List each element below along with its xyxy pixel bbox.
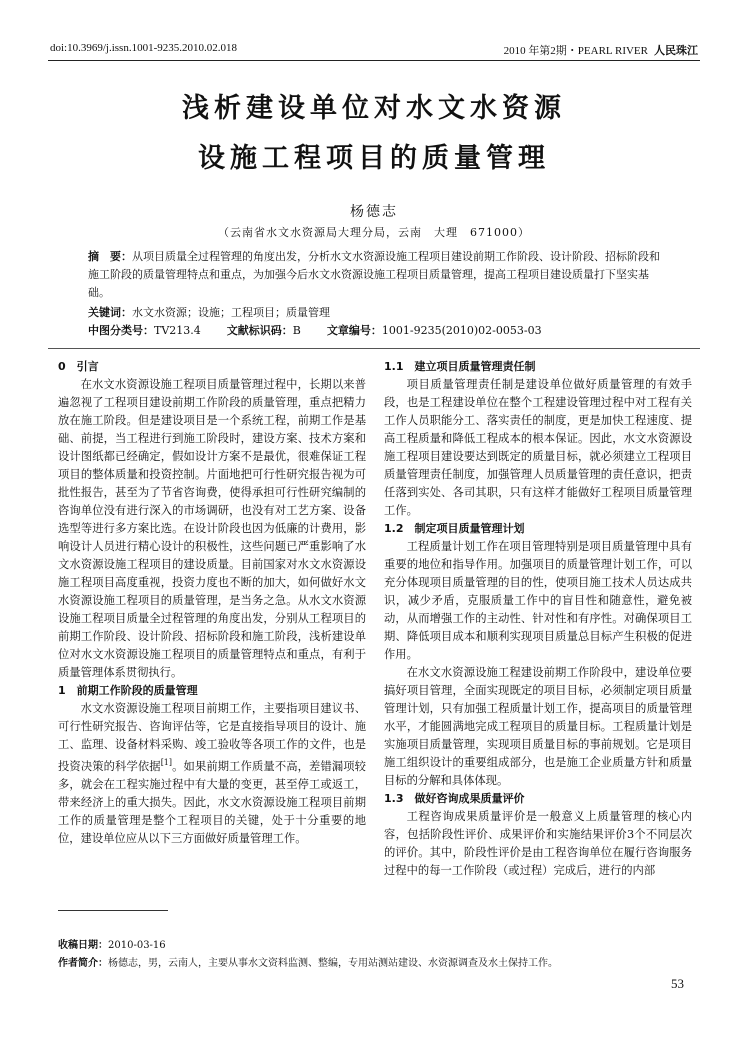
received-date: [58, 936, 698, 951]
section-1-3-paragraph: 工程咨询成果质量评价是一般意义上质量管理的核心内容，包括阶段性评价、成果评价和实施结果评价3个不同层次的评价。其中，阶段性评价是由工程咨询单位在履行咨询服务过程中的每一工作阶段（或过程）完成后，进行的内部: [384, 810, 692, 877]
clc-value: TV213.4: [154, 324, 201, 337]
page-number: 53: [671, 976, 684, 991]
journal-name: 人民珠江: [654, 44, 698, 57]
section-divider: [48, 348, 700, 349]
abstract-label: 摘 要：: [88, 250, 132, 263]
section-1-2-paragraph-1: 工程质量计划工作在项目管理特别是项目质量管理中具有重要的地位和指导作用。加强项目的质量管理计划工作，可以充分体现项目质量管理的目的性，使项目施工技术人员达成共识，减少矛盾，克服质量工作中的盲目性和随意性，避免被动，从而增强工作的主动性、针对性和有序性。对确保项目工期、降低项目成本和顺利实现项目质量总目标产生积极的促进作用。: [384, 540, 692, 661]
received-value: 2010-03-16: [108, 940, 166, 951]
section-1-text-b: 。如果前期工作质量不高，差错漏项较多，就会在工程实施过程中有大量的变更，甚至停工或返工，带来经济上的重大损失。因此，水文水资源设施工程项目前期工作的质量管理是整个工程项目的关键，处于十分重要的地位，建设单位应从以下三方面做好质量管理工作。: [58, 759, 366, 845]
left-column: [58, 358, 366, 848]
section-1-2-paragraph-2: 在水文水资源设施工程建设前期工作阶段中，建设单位要搞好项目管理，全面实现既定的项目目标，必须制定项目质量管理计划，只有加强工程质量计划工作，提高项目的质量管理水平，才能圆满地完成工程项目的质量目标。工程质量计划是实施项目质量管理，实现项目质量目标的事前规划。它是项目施工组织设计的重要组成部分，也是施工企业质量方针和质量目标的分解和具体体现。: [384, 666, 692, 787]
author-affiliation: （云南省水文水资源局大理分局，云南 大理 671000）: [218, 226, 530, 239]
doc-code-value: B: [292, 324, 301, 337]
right-column: [384, 358, 692, 880]
section-0-paragraph: 在水文水资源设施工程项目质量管理过程中，长期以来普遍忽视了工程项目建设前期工作阶段的质量管理，重点把精力放在施工阶段。但是建设项目是一个系统工程，前期工作是基础、前提，当工程进行到施工阶段时，建设方案、技术方案和设计图纸都已经确定，假如设计方案不是最优，很难保证工程项目的整体质量和投资控制。片面地把可行性研究报告视为可批性报告，甚至为了节省咨询费，使得承担可行性研究编制的咨询单位没有进行深入的市场调研，也没有对工艺方案、设备选型等进行多方案比选。在设计阶段也因为低廉的计费用，影响设计人员进行精心设计的积极性，这些问题已严重影响了水文水资源设施工程项目的建设质量。目前国家对水文水资源设施工程项目高度重视，投资力度也不断的加大，如何做好水文水资源设施工程项目的质量管理，是当务之急。从水文水资源设施工程项目质量全过程管理的角度出发，分别从工程项目的前期工作阶段、设计阶段、招标阶段和施工阶段，浅析建设单位对水文水资源设施工程项目的质量管理特点和重点，有利于质量管理体系贯彻执行。: [58, 378, 366, 679]
section-0-heading: 0 引言: [58, 360, 99, 373]
author-bio: [58, 954, 698, 969]
clc-label: 中图分类号：: [88, 324, 154, 337]
journal-info: 2010 年第2期・PEARL RIVER: [503, 45, 648, 57]
received-label: 收稿日期：: [58, 940, 108, 951]
author-bio-label: 作者简介：: [58, 958, 108, 969]
article-number-label: 文章编号：: [326, 324, 382, 337]
footnote-rule: [58, 910, 168, 911]
abstract-text: 从项目质量全过程管理的角度出发，分析水文水资源设施工程项目建设前期工作阶段、设计阶段、招标阶段和施工阶段的质量管理特点和重点，为加强今后水文水资源设施工程项目质量管理，提高工程项目建设质量打下坚实基础。: [88, 250, 660, 299]
section-1-1-paragraph: 项目质量管理责任制是建设单位做好质量管理的有效手段，也是工程建设单位在整个工程建设管理过程中对工程有关工作人员职能分工、落实责任的制度，更是加快工程速度、提高工程质量和降低工程成本的根本保证。因此，水文水资源设施工程项目建设要达到既定的质量目标，就必须建立工程项目质量管理责任制度，加强管理人员质量管理的责任意识，把责任落到实处、各司其职，只有这样才能做好工程项目质量管理工作。: [384, 378, 692, 517]
keywords: [88, 304, 688, 320]
section-1-2-heading: 1.2 制定项目质量管理计划: [384, 522, 525, 535]
author-bio-value: 杨德志，男，云南人，主要从事水文资料监测、整编，专用站测站建设、水资源调查及水土保持工作。: [108, 958, 558, 969]
doi-header: doi:10.3969/j.issn.1001-9235.2010.02.018: [50, 42, 238, 54]
journal-header: [504, 42, 698, 58]
author-name: 杨德志: [350, 204, 398, 220]
section-1-heading: 1 前期工作阶段的质量管理: [58, 684, 198, 697]
keywords-label: 关键词：: [88, 306, 132, 319]
citation-ref: [1]: [160, 758, 173, 767]
classification-line: [88, 322, 688, 338]
section-1-1-heading: 1.1 建立项目质量管理责任制: [384, 360, 536, 373]
header-rule: [48, 60, 700, 61]
section-1-3-heading: 1.3 做好咨询成果质量评价: [384, 792, 525, 805]
section-1-text-a: 水文水资源设施工程项目前期工作，主要指项目建议书、可行性研究报告、咨询评估等，它是直接指导项目的设计、施工、监理、设备材料采购、竣工验收等各项工作的文件，也是投资决策的科学依据: [58, 702, 366, 773]
doc-code-label: 文献标识码：: [226, 324, 293, 337]
article-number-value: 1001-9235(2010)02-0053-03: [381, 324, 542, 337]
keywords-text: 水文水资源；设施；工程项目；质量管理: [132, 306, 330, 319]
title-line-1: 浅析建设单位对水文水资源: [182, 93, 566, 124]
section-1-paragraph: [58, 700, 366, 848]
abstract: [88, 248, 668, 302]
title-line-2: 设施工程项目的质量管理: [198, 143, 550, 174]
